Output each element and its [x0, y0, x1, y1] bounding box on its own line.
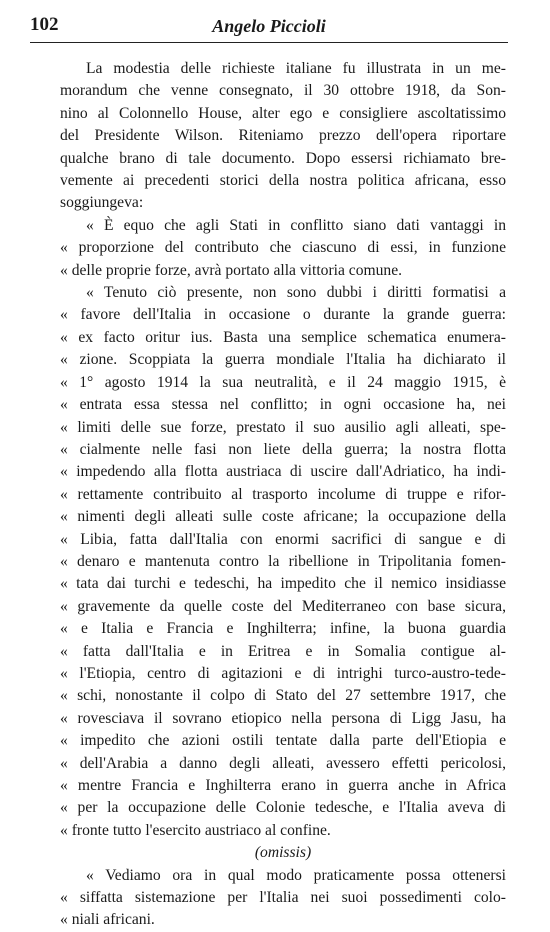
text-line: « schi, nonostante il colpo di Stato del 27 settembre 1917, che	[60, 687, 506, 705]
text-line: « 1° agosto 1914 la sua neutralità, e il 24 maggio 1915, è	[60, 373, 506, 391]
omissis-marker: (omissis)	[254, 844, 312, 862]
text-line: « È equo che agli Stati in conflitto siano dati vantaggi in	[86, 216, 506, 234]
body-text	[60, 58, 506, 932]
text-line: « zione. Scoppiata la guerra mondiale l'Italia ha dichiarato il	[60, 351, 506, 369]
text-line: del Presidente Wilson. Riteniamo prezzo dell'opera riportare	[60, 127, 506, 145]
text-line: qualche brano di tale documento. Dopo essersi richiamato bre-	[60, 149, 506, 167]
text-line: « niali africani.	[60, 911, 155, 929]
text-line: « entrata essa stessa nel conflitto; in ogni occasione ha, nei	[60, 396, 506, 414]
text-line: « Vediamo ora in qual modo praticamente possa ottenersi	[86, 866, 506, 884]
text-line: « fatta dall'Italia e in Eritrea e in Somalia contigue al-	[60, 642, 506, 660]
text-line: « rettamente contribuito al trasporto incolume di truppe e rifor-	[60, 485, 506, 503]
text-line: « denaro e mantenuta contro la ribellione in Tripolitania fomen-	[60, 552, 506, 570]
text-line: La modestia delle richieste italiane fu illustrata in un me-	[86, 60, 506, 77]
text-line: morandum che venne consegnato, il 30 ottobre 1918, da Son-	[60, 82, 506, 100]
text-line: « impedito che azioni ostili tentate dalla parte dell'Etiopia e	[60, 732, 506, 750]
text-line: « gravemente da quelle coste del Mediterraneo con base sicura,	[60, 597, 506, 615]
text-line: « dell'Arabia a danno degli alleati, avessero effetti pericolosi,	[60, 754, 506, 772]
text-line: « delle proprie forze, avrà portato alla vittoria comune.	[60, 261, 403, 279]
text-line: « fronte tutto l'esercito austriaco al confine.	[60, 821, 331, 839]
text-line: « Libia, fatta dall'Italia con enormi sacrifici di sangue e di	[60, 530, 506, 548]
page-number: 102	[30, 14, 59, 35]
text-line: « siffatta sistemazione per l'Italia nei suoi possedimenti colo-	[60, 889, 506, 907]
text-line: soggiungeva:	[60, 194, 144, 212]
text-line: « l'Etiopia, centro di agitazioni e di intrighi turco-austro-tede-	[60, 664, 506, 682]
text-line: « tata dai turchi e tedeschi, ha impedito che il nemico insidiasse	[60, 575, 506, 593]
text-line: « cialmente nelle fasi non liete della guerra; la nostra flotta	[60, 440, 506, 458]
text-line: « per la occupazione delle Colonie tedesche, e l'Italia aveva di	[60, 799, 506, 817]
text-line: « proporzione del contributo che ciascuno di essi, in funzione	[60, 239, 506, 257]
text-line: « e Italia e Francia e Inghilterra; infine, la buona guardia	[60, 620, 506, 638]
running-head: Angelo Piccioli	[212, 16, 326, 36]
paragraph-4	[60, 865, 506, 932]
text-line: « ex facto oritur ius. Basta una semplice schematica enumera-	[60, 328, 506, 346]
paragraph-3	[60, 282, 506, 842]
text-line: nino al Colonnello House, alter ego e consigliere ascoltatissimo	[60, 104, 506, 122]
text-line: « mentre Francia e Inghilterra erano in guerra anche in Africa	[60, 777, 506, 794]
text-line: « impedendo alla flotta austriaca di uscire dall'Adriatico, ha indi-	[60, 463, 506, 481]
text-line: vemente ai precedenti storici della nostra politica africana, esso	[60, 172, 506, 190]
text-line: « limiti delle sue forze, prestato il suo ausilio agli alleati, spe-	[60, 418, 506, 436]
paragraph-1	[60, 58, 506, 215]
text-line: « rovesciava il sovrano etiopico nella persona di Ligg Jasu, ha	[60, 709, 506, 727]
text-line: « favore dell'Italia in occasione o durante la grande guerra:	[60, 306, 506, 324]
text-line: « nimenti degli alleati sulle coste africane; la occupazione della	[60, 508, 506, 526]
page-header	[30, 14, 508, 43]
text-line: « Tenuto ciò presente, non sono dubbi i diritti formatisi a	[86, 284, 506, 302]
paragraph-2	[60, 215, 506, 282]
